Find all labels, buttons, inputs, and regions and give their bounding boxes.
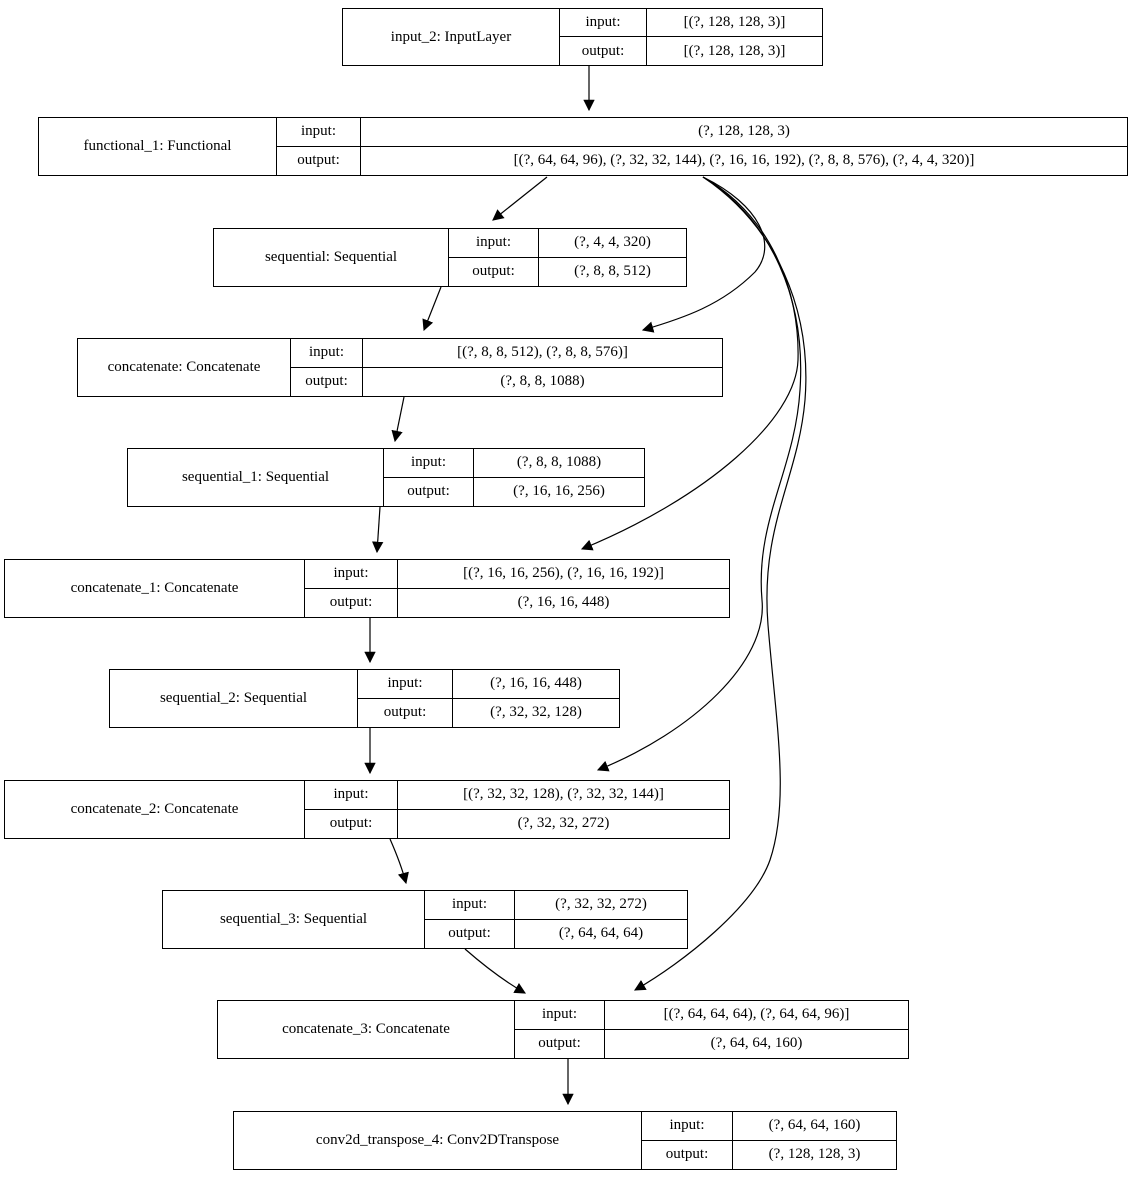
output-key: output: [642,1141,733,1170]
node-sequential_1 [127,448,645,507]
output-key: output: [560,37,647,65]
input-key: input: [642,1112,733,1141]
node-sequential [213,228,687,287]
output-shape: (?, 64, 64, 64) [558,925,644,942]
node-sequential_2 [109,669,620,728]
input-shape: (?, 32, 32, 272) [515,891,687,920]
layer-name: concatenate_3: Concatenate [218,1001,515,1058]
layer-name: sequential_2: Sequential [110,670,358,727]
layer-name: concatenate_2: Concatenate [5,781,305,838]
input-shape: [(?, 8, 8, 512), (?, 8, 8, 576)] [363,339,722,368]
node-conv2d_transpose_4 [233,1111,897,1170]
edge-sequential_3-to-concatenate_3 [465,949,525,993]
output-key: output: [305,810,398,839]
output-shape: (?, 64, 64, 160) [710,1035,803,1052]
input-shape: (?, 64, 64, 160) [733,1112,896,1141]
input-key: input: [425,891,515,920]
input-key: input: [449,229,539,258]
output-shape: (?, 32, 32, 272) [517,815,610,832]
layer-name: functional_1: Functional [39,118,277,175]
output-key: output: [515,1030,605,1059]
layer-name: sequential: Sequential [214,229,449,286]
input-shape: (?, 4, 4, 320) [539,229,686,258]
edge-concatenate_2-to-sequential_3 [390,839,406,883]
input-key: input: [515,1001,605,1030]
output-shape: [(?, 128, 128, 3)] [683,42,786,59]
node-concatenate_3 [217,1000,909,1059]
input-shape: [(?, 16, 16, 256), (?, 16, 16, 192)] [398,560,729,589]
node-concatenate_1 [4,559,730,618]
output-key: output: [305,589,398,618]
edge-concatenate-to-sequential_1 [395,397,404,441]
layer-name: concatenate: Concatenate [78,339,291,396]
input-shape: (?, 16, 16, 448) [453,670,619,699]
input-key: input: [305,781,398,810]
layer-name: conv2d_transpose_4: Conv2DTranspose [234,1112,642,1169]
output-shape: [(?, 64, 64, 96), (?, 32, 32, 144), (?, 16, 16, 192), (?, 8, 8, 576), (?, 4, 4, 320)] [513,152,975,169]
input-key: input: [291,339,363,368]
node-concatenate [77,338,723,397]
node-sequential_3 [162,890,688,949]
output-shape: (?, 32, 32, 128) [490,704,582,721]
output-key: output: [358,699,453,728]
input-shape: [(?, 64, 64, 64), (?, 64, 64, 96)] [605,1001,908,1030]
node-functional_1 [38,117,1128,176]
output-shape: (?, 8, 8, 1088) [500,373,585,390]
node-concatenate_2 [4,780,730,839]
output-shape: (?, 8, 8, 512) [574,263,651,280]
layer-name: sequential_3: Sequential [163,891,425,948]
output-key: output: [277,147,361,176]
input-shape: (?, 128, 128, 3) [361,118,1127,147]
layer-name: sequential_1: Sequential [128,449,384,506]
output-key: output: [291,368,363,397]
output-shape: (?, 16, 16, 448) [517,594,610,611]
edge-sequential-to-concatenate [424,287,441,330]
input-key: input: [358,670,453,699]
input-key: input: [277,118,361,147]
input-key: input: [384,449,474,478]
edge-functional_1-to-sequential [493,177,547,220]
output-shape: (?, 128, 128, 3) [768,1146,861,1163]
input-key: input: [560,9,647,37]
node-input_2 [342,8,823,66]
output-key: output: [425,920,515,949]
output-key: output: [449,258,539,287]
input-shape: [(?, 32, 32, 128), (?, 32, 32, 144)] [398,781,729,810]
input-shape: [(?, 128, 128, 3)] [647,9,822,37]
output-key: output: [384,478,474,507]
input-shape: (?, 8, 8, 1088) [474,449,644,478]
layer-name: input_2: InputLayer [343,9,560,65]
edge-sequential_1-to-concatenate_1 [377,507,380,552]
output-shape: (?, 16, 16, 256) [513,483,605,500]
layer-name: concatenate_1: Concatenate [5,560,305,617]
input-key: input: [305,560,398,589]
